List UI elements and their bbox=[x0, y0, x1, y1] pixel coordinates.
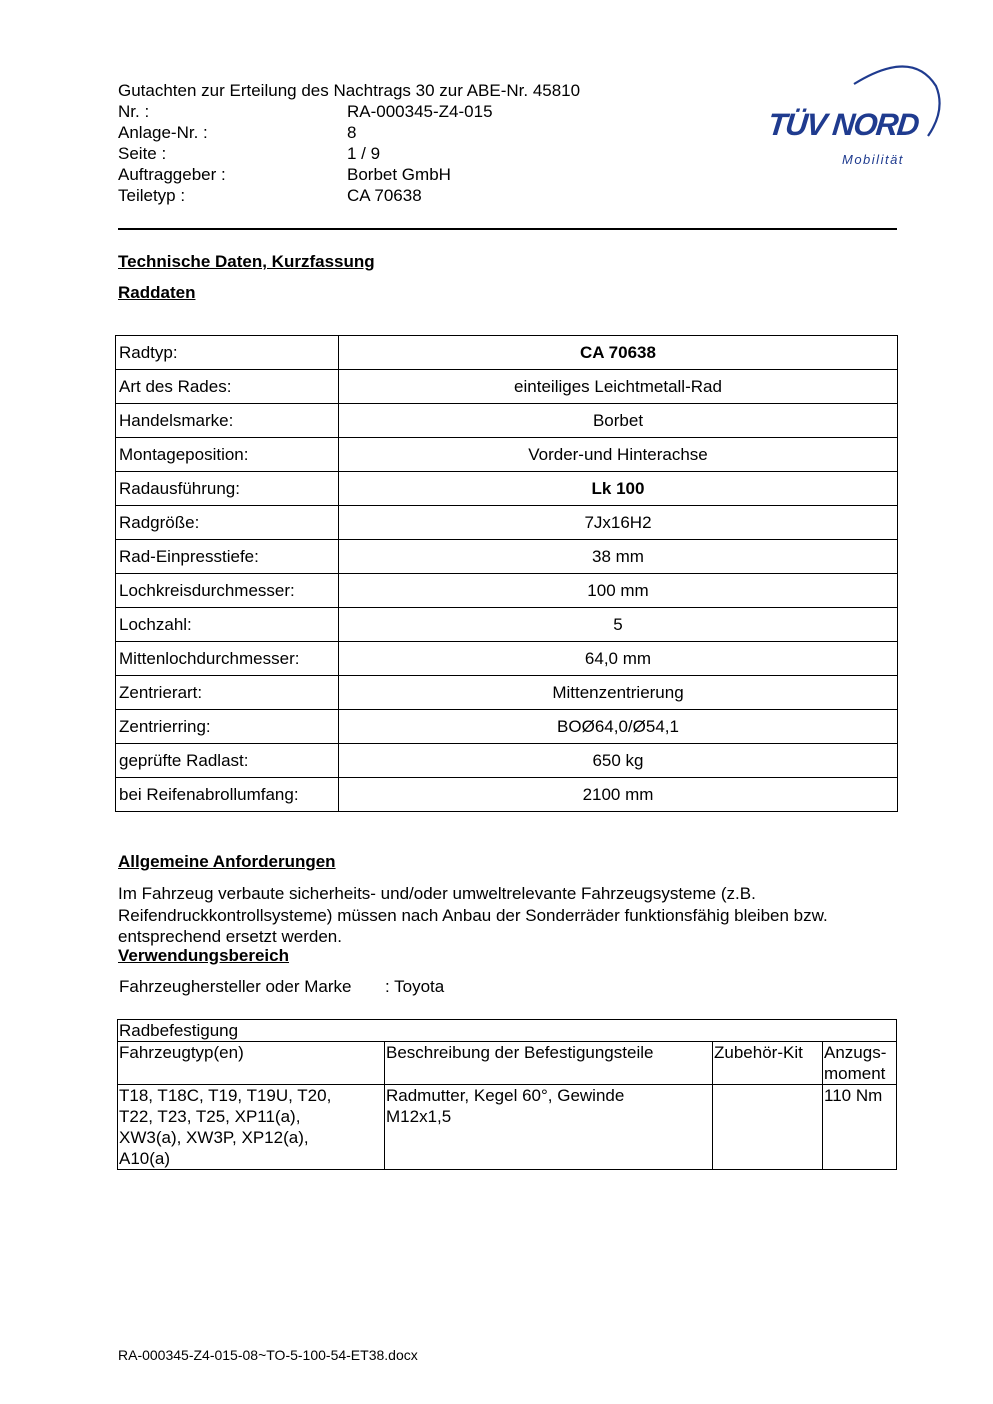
cell-line: T22, T23, T25, XP11(a), bbox=[119, 1107, 301, 1126]
header-value: RA-000345-Z4-015 bbox=[347, 102, 493, 121]
header-key: Nr. : bbox=[118, 102, 150, 121]
table-row bbox=[116, 744, 898, 778]
paragraph-line: Reifendruckkontrollsysteme) müssen nach Anbau der Sonderräder funktionsfähig bleiben bzw. bbox=[118, 905, 828, 925]
cell-zubehoer-kit bbox=[713, 1085, 823, 1170]
row-key: Lochkreisdurchmesser: bbox=[116, 574, 339, 608]
verwendung-value: : Toyota bbox=[385, 977, 445, 996]
row-value: Mittenzentrierung bbox=[339, 676, 898, 710]
logo-wordmark: TÜV NORD bbox=[766, 107, 920, 142]
row-value: 650 kg bbox=[339, 744, 898, 778]
cell-beschreibung bbox=[385, 1085, 713, 1170]
cell-fahrzeugtyp bbox=[118, 1085, 385, 1170]
row-key: Art des Rades: bbox=[116, 370, 339, 404]
row-value: Borbet bbox=[339, 404, 898, 438]
row-key: Zentrierart: bbox=[116, 676, 339, 710]
table-row bbox=[116, 370, 898, 404]
verwendung-key: Fahrzeughersteller oder Marke bbox=[119, 977, 352, 996]
row-key: bei Reifenabrollumfang: bbox=[116, 778, 339, 812]
row-key: Montageposition: bbox=[116, 438, 339, 472]
row-value: Lk 100 bbox=[339, 472, 898, 506]
table-row bbox=[116, 710, 898, 744]
header-zubehoer-kit: Zubehör-Kit bbox=[713, 1042, 823, 1085]
header-value: CA 70638 bbox=[347, 186, 422, 205]
row-key: Lochzahl: bbox=[116, 608, 339, 642]
table-row bbox=[116, 642, 898, 676]
row-key: Mittenlochdurchmesser: bbox=[116, 642, 339, 676]
footer-filename: RA-000345-Z4-015-08~TO-5-100-54-ET38.docx bbox=[118, 1347, 418, 1363]
verwendung-row bbox=[119, 977, 444, 997]
table-row bbox=[116, 506, 898, 540]
raddaten-title: Raddaten bbox=[118, 283, 196, 302]
tuev-nord-logo bbox=[762, 58, 942, 170]
table-header-row bbox=[118, 1042, 897, 1085]
header-key: Anlage-Nr. : bbox=[118, 123, 208, 142]
header-title: Gutachten zur Erteilung des Nachtrags 30 zur ABE-Nr. 45810 bbox=[118, 81, 581, 100]
row-value: einteiliges Leichtmetall-Rad bbox=[339, 370, 898, 404]
header-key: Teiletyp : bbox=[118, 186, 186, 205]
header-line: Anzugs- bbox=[824, 1043, 887, 1062]
header-row-seite bbox=[118, 143, 580, 164]
paragraph-line: Im Fahrzeug verbaute sicherheits- und/oder umweltrelevante Fahrzeugsysteme (z.B. bbox=[118, 884, 756, 903]
cell-line: Radmutter, Kegel 60°, Gewinde bbox=[386, 1086, 625, 1105]
row-value: 7Jx16H2 bbox=[339, 506, 898, 540]
table-row bbox=[116, 608, 898, 642]
table-row bbox=[118, 1085, 897, 1170]
logo-subtitle: Mobilität bbox=[842, 152, 904, 167]
row-key: Rad-Einpresstiefe: bbox=[116, 540, 339, 574]
cell-anzugsmoment: 110 Nm bbox=[823, 1085, 897, 1170]
paragraph-line: entsprechend ersetzt werden. bbox=[118, 927, 342, 946]
row-value: 100 mm bbox=[339, 574, 898, 608]
row-value: 38 mm bbox=[339, 540, 898, 574]
row-key: Zentrierring: bbox=[116, 710, 339, 744]
table-row bbox=[116, 472, 898, 506]
row-key: Handelsmarke: bbox=[116, 404, 339, 438]
table-row bbox=[116, 778, 898, 812]
cell-line: A10(a) bbox=[119, 1149, 171, 1168]
row-value: Vorder-und Hinterachse bbox=[339, 438, 898, 472]
row-value: CA 70638 bbox=[339, 336, 898, 370]
header-value: 1 / 9 bbox=[347, 144, 381, 163]
raddaten-table bbox=[115, 335, 898, 812]
row-key: Radgröße: bbox=[116, 506, 339, 540]
header-anzugsmoment bbox=[823, 1042, 897, 1085]
row-value: 64,0 mm bbox=[339, 642, 898, 676]
table-row bbox=[116, 574, 898, 608]
cell-line: T18, T18C, T19, T19U, T20, bbox=[119, 1086, 332, 1105]
allgemein-title: Allgemeine Anforderungen bbox=[118, 852, 336, 871]
table-title-row bbox=[118, 1020, 897, 1042]
header-row-nr bbox=[118, 101, 580, 122]
document-header bbox=[118, 80, 580, 206]
befestigung-title: Radbefestigung bbox=[118, 1020, 897, 1042]
table-row bbox=[116, 438, 898, 472]
header-row-teiletyp bbox=[118, 185, 580, 206]
table-row bbox=[116, 404, 898, 438]
row-value: BOØ64,0/Ø54,1 bbox=[339, 710, 898, 744]
header-fahrzeugtyp: Fahrzeugtyp(en) bbox=[118, 1042, 385, 1085]
header-row-anlage bbox=[118, 122, 580, 143]
befestigung-table bbox=[117, 1019, 897, 1170]
row-key: Radtyp: bbox=[116, 336, 339, 370]
section-title: Technische Daten, Kurzfassung bbox=[118, 252, 375, 271]
row-key: geprüfte Radlast: bbox=[116, 744, 339, 778]
table-row bbox=[116, 540, 898, 574]
header-value: 8 bbox=[347, 123, 357, 142]
verwendung-title: Verwendungsbereich bbox=[118, 946, 289, 965]
header-value: Borbet GmbH bbox=[347, 165, 451, 184]
header-line: moment bbox=[824, 1064, 886, 1083]
header-key: Seite : bbox=[118, 144, 167, 163]
header-beschreibung: Beschreibung der Befestigungsteile bbox=[385, 1042, 713, 1085]
allgemein-paragraph bbox=[118, 883, 908, 948]
table-row bbox=[116, 336, 898, 370]
cell-line: XW3(a), XW3P, XP12(a), bbox=[119, 1128, 309, 1147]
row-key: Radausführung: bbox=[116, 472, 339, 506]
header-divider bbox=[118, 228, 897, 230]
header-key: Auftraggeber : bbox=[118, 165, 226, 184]
header-row-auftraggeber bbox=[118, 164, 580, 185]
row-value: 2100 mm bbox=[339, 778, 898, 812]
row-value: 5 bbox=[339, 608, 898, 642]
cell-line: M12x1,5 bbox=[386, 1107, 452, 1126]
table-row bbox=[116, 676, 898, 710]
